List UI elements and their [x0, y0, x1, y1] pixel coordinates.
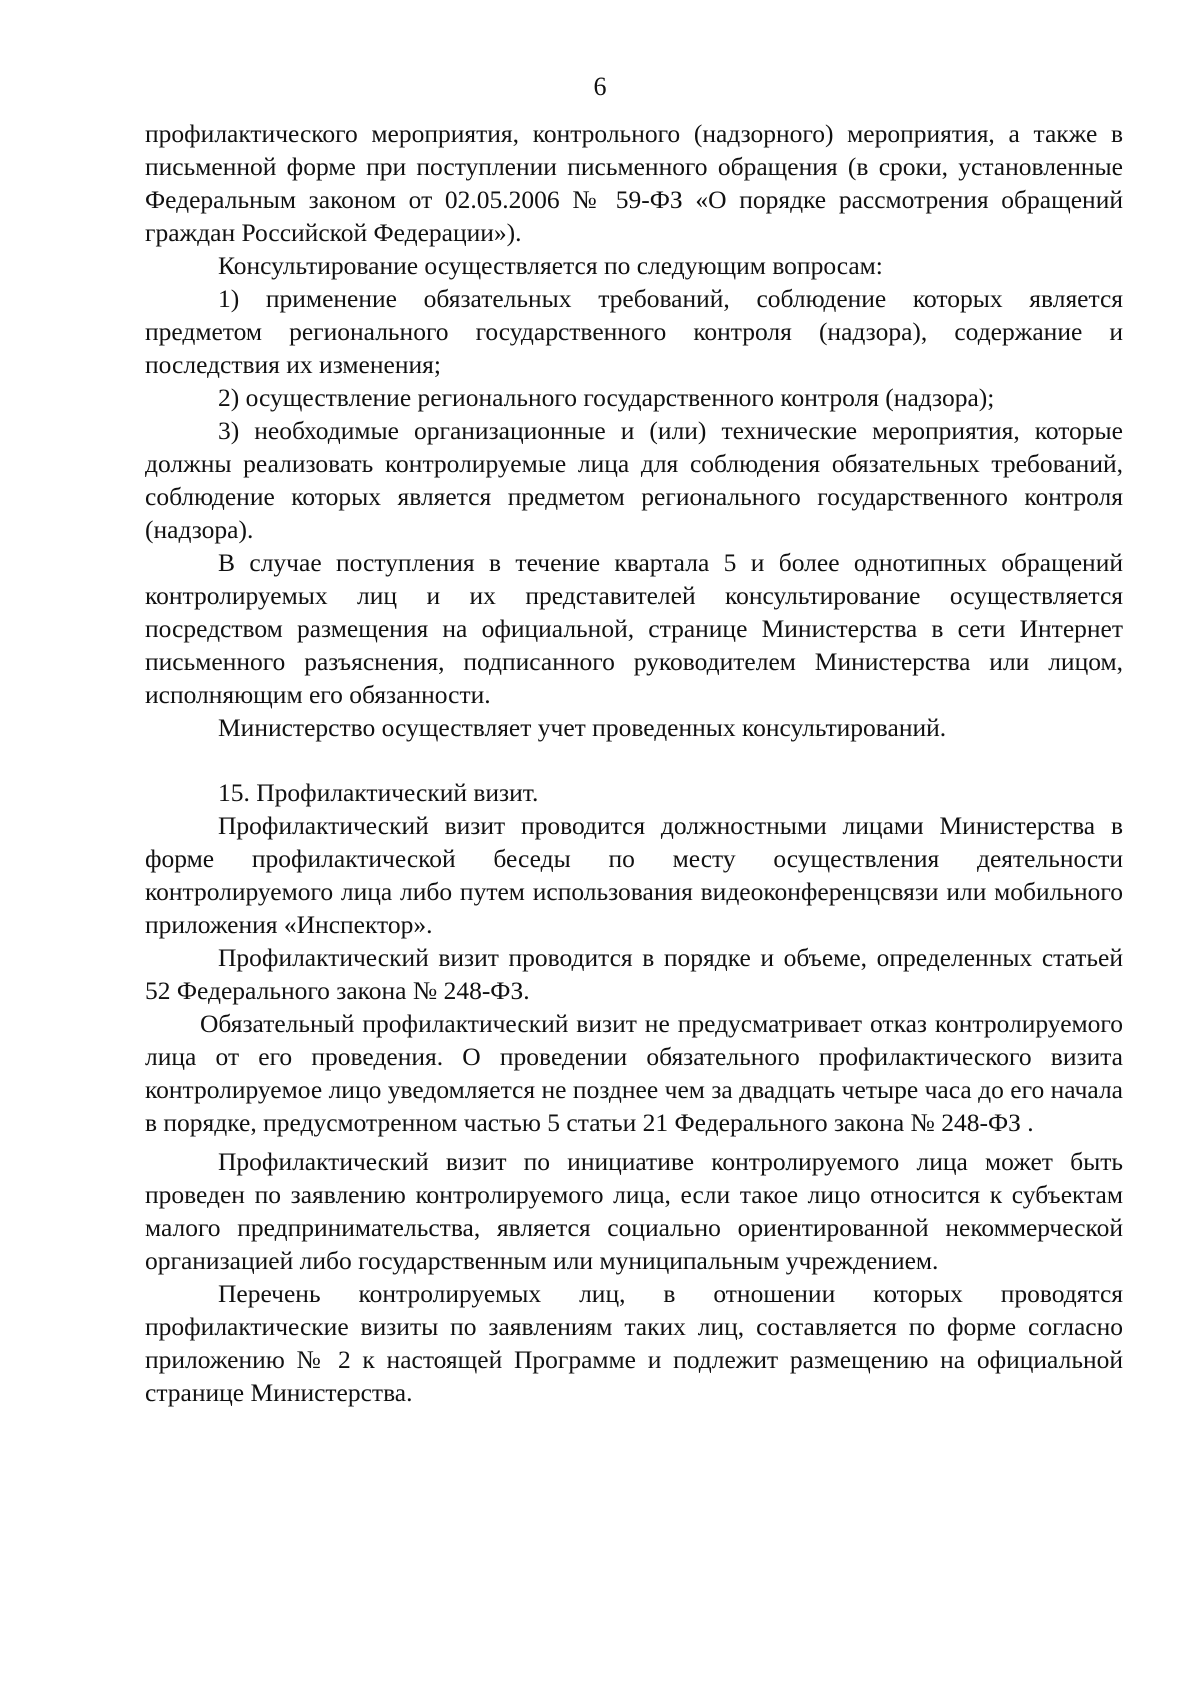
page-number: 6 [593, 72, 607, 101]
list-item-3: 3) необходимые организационные и (или) технические мероприятия, которые должны реализовать контролируемые лица для соблюдения обязательных требований, соблюдение которых является предметом регионального государственного контроля (надзора). [145, 416, 1123, 544]
paragraph-consulting-topics-intro: Консультирование осуществляется по следующим вопросам: [218, 251, 883, 280]
paragraph-list-of-persons: Перечень контролируемых лиц, в отношении которых проводятся профилактические визиты по заявлениям таких лиц, составляется по форме согласно приложению № 2 к настоящей Программе и подлежит размещению на официальной странице Министерства. [145, 1279, 1123, 1407]
paragraph-quarterly-requests: В случае поступления в течение квартала 5 и более однотипных обращений контролируемых лиц и их представителей консультирование осуществляется посредством размещения на официальной, странице Министерства в сети Интернет письменного разъяснения, подписанного руководителем Министерства или лицом, исполняющим его обязанности. [145, 548, 1123, 709]
section-heading-15: 15. Профилактический визит. [218, 778, 539, 807]
list-item-1: 1) применение обязательных требований, соблюдение которых является предметом регионального государственного контроля (надзора), содержание и последствия их изменения; [145, 284, 1123, 379]
list-item-2: 2) осуществление регионального государственного контроля (надзора); [218, 383, 995, 412]
document-body [145, 117, 1123, 1409]
paragraph-accounting: Министерство осуществляет учет проведенных консультирований. [218, 713, 947, 742]
paragraph-mandatory-visit: Обязательный профилактический визит не предусматривает отказ контролируемого лица от его проведения. О проведении обязательного профилактического визита контролируемое лицо уведомляется не позднее чем за двадцать четыре часа до его начала в порядке, предусмотренном частью 5 статьи 21 Федерального закона № 248-ФЗ . [145, 1009, 1123, 1137]
paragraph-initiative-visit: Профилактический визит по инициативе контролируемого лица может быть проведен по заявлению контролируемого лица, если такое лицо относится к субъектам малого предпринимательства, является социально ориентированной некоммерческой организацией либо государственным или муниципальным учреждением. [145, 1147, 1123, 1275]
paragraph-continuation: профилактического мероприятия, контрольного (надзорного) мероприятия, а также в письменной форме при поступлении письменного обращения (в сроки, установленные Федеральным законом от 02.05.2006 № 59-ФЗ «О порядке рассмотрения обращений граждан Российской Федерации»). [145, 119, 1123, 247]
paragraph-visit-description: Профилактический визит проводится должностными лицами Министерства в форме профилактической беседы по месту осуществления деятельности контролируемого лица либо путем использования видеоконференцсвязи или мобильного приложения «Инспектор». [145, 811, 1123, 939]
paragraph-visit-order: Профилактический визит проводится в порядке и объеме, определенных статьей 52 Федерального закона № 248-ФЗ. [145, 943, 1123, 1005]
